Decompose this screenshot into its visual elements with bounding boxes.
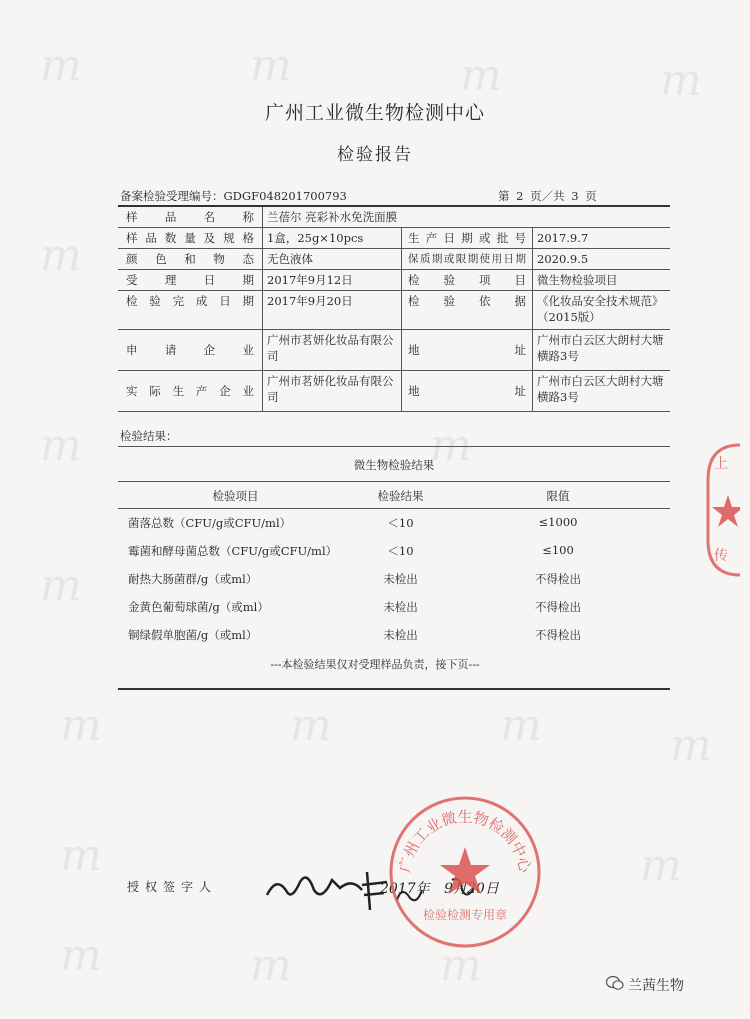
info-row <box>118 206 670 228</box>
result-value: 未检出 <box>383 600 418 614</box>
info-label: 颜色和物态 <box>118 249 263 270</box>
side-stamp <box>700 440 740 584</box>
result-item: 耐热大肠菌群/g（或ml） <box>128 572 258 586</box>
side-stamp-icon <box>700 440 740 580</box>
table-row <box>118 543 670 571</box>
result-limit: 不得检出 <box>535 600 581 614</box>
official-seal <box>385 792 545 956</box>
header-limit: 限值 <box>546 489 570 503</box>
table-row <box>118 599 670 627</box>
side-stamp-top-text: 上 <box>714 456 728 472</box>
result-limit: ≤1000 <box>538 515 578 529</box>
info-value-2: 微生物检验项目 <box>533 270 671 291</box>
seal-bottom-text: 检验检测专用章 <box>422 908 508 922</box>
info-row <box>118 291 670 330</box>
info-label-2: 保质期或限期使用日期 <box>402 249 533 270</box>
wechat-icon <box>606 975 624 991</box>
signature-month-day: 9月20日 <box>444 881 499 897</box>
sample-info-table <box>118 205 670 412</box>
brand-name: 兰茜生物 <box>628 978 684 994</box>
result-value: 未检出 <box>383 628 418 642</box>
info-value: 兰蓓尔 亮彩补水免洗面膜 <box>263 206 671 228</box>
info-label-2: 生产日期或批号 <box>402 228 533 249</box>
info-label: 样品名称 <box>118 206 263 228</box>
header-item: 检验项目 <box>212 489 259 503</box>
results-note: ---本检验结果仅对受理样品负责，接下页--- <box>270 658 480 671</box>
info-value: 1盒，25g×10pcs <box>263 228 402 249</box>
result-item: 菌落总数（CFU/g或CFU/ml） <box>128 516 292 530</box>
result-limit: 不得检出 <box>535 572 581 586</box>
table-row <box>118 627 670 655</box>
record-number-label: 备案检验受理编号： <box>120 189 224 203</box>
info-row <box>118 249 670 270</box>
page-number: 第 2 页／共 3 页 <box>498 189 597 203</box>
result-value: 未检出 <box>383 572 418 586</box>
header-result: 检验结果 <box>377 489 424 503</box>
info-value: 无色液体 <box>263 249 402 270</box>
record-number <box>120 188 347 204</box>
info-value-2: 广州市白云区大朗村大塘横路3号 <box>533 330 671 371</box>
info-value-2: 广州市白云区大朗村大塘横路3号 <box>533 371 671 412</box>
info-label: 检验完成日期 <box>118 291 263 330</box>
result-item: 金黄色葡萄球菌/g（或ml） <box>128 600 269 614</box>
result-limit: 不得检出 <box>535 628 581 642</box>
info-label-2: 检验项目 <box>402 270 533 291</box>
result-item: 霉菌和酵母菌总数（CFU/g或CFU/ml） <box>128 544 338 558</box>
info-value-2: 2017.9.7 <box>533 228 671 249</box>
info-row <box>118 330 670 371</box>
info-value: 广州市茗妍化妆品有限公司 <box>263 371 402 412</box>
info-value: 2017年9月12日 <box>263 270 402 291</box>
info-label-2: 地址 <box>402 371 533 412</box>
result-item: 铜绿假单胞菌/g（或ml） <box>128 628 258 642</box>
signer-label: 授权签字人 <box>127 880 218 894</box>
report-page: m m m m m m m m m m m m m m m m m 广州工业微生物检测中心 检验报告 备案检验受理编号：GDGF048201700793 第 2 页／共 3 页 样品名称 兰蓓尔 亮彩补水免洗面膜 样品数量及规格 1盒，25g×10pcs 生产日期或批号 2017.9.7 颜色和物态 无色液体 保质期或限期使用日期 2020.9.5 受理日期 2017年9月12日 检验项目 微生物检验项目 检验完成日期 2017年9月20日 检验依据 《化妆品安全技术规范》（2015版） 申请企业 广州市茗妍化妆品有限公司 地址 广州市白云区大朗村大塘横路3号 实际生产企业 广州市茗妍化妆品有限公司 地址 广州市白云区大朗村大塘横路3号 检验结果： 微生物检验结果 检验项目 检验结果 限值 菌落总数（CFU/g或CFU/ml） ＜10 ≤1000 霉菌和酵母菌总数（CFU/g或CFU/ml） ＜10 ≤100 耐热大肠菌群/g（或ml） 未检出 不得检出 金黄色葡萄球菌/g（或ml） 未检出 不得检出 铜绿假单胞菌/g（或ml） 未检出 不得检出 ---本检验结果仅对受理样品负责，接下页--- 授权签字人 2017年 9月20日 广州工业微生物检测中心 检验检测专用章 上 传 兰茜生物 <box>0 0 750 1019</box>
seal-icon <box>385 792 545 952</box>
results-section-label: 检验结果： <box>120 429 178 443</box>
info-label: 受理日期 <box>118 270 263 291</box>
table-row <box>118 515 670 543</box>
report-title: 检验报告 <box>337 145 413 165</box>
info-value: 广州市茗妍化妆品有限公司 <box>263 330 402 371</box>
results-header-row <box>118 481 670 509</box>
results-table-title: 微生物检验结果 <box>353 458 435 472</box>
result-limit: ≤100 <box>542 543 574 557</box>
info-row <box>118 371 670 412</box>
table-row <box>118 571 670 599</box>
seal-arc-text: 广州工业微生物检测中心 <box>395 807 535 875</box>
info-label: 实际生产企业 <box>118 371 263 412</box>
info-value: 2017年9月20日 <box>263 291 402 330</box>
side-stamp-bottom-text: 传 <box>714 548 728 564</box>
result-value: ＜10 <box>387 516 414 530</box>
info-value-2: 2020.9.5 <box>533 249 671 270</box>
info-label: 样品数量及规格 <box>118 228 263 249</box>
info-label-2: 地址 <box>402 330 533 371</box>
info-label-2: 检验依据 <box>402 291 533 330</box>
info-value-2: 《化妆品安全技术规范》（2015版） <box>533 291 671 330</box>
results-table <box>118 446 670 690</box>
signature-year: 2017年 <box>380 881 430 897</box>
institute-title: 广州工业微生物检测中心 <box>264 102 485 124</box>
info-row <box>118 228 670 249</box>
record-number-value: GDGF048201700793 <box>223 189 347 203</box>
result-value: ＜10 <box>387 544 414 558</box>
info-label: 申请企业 <box>118 330 263 371</box>
info-row <box>118 270 670 291</box>
